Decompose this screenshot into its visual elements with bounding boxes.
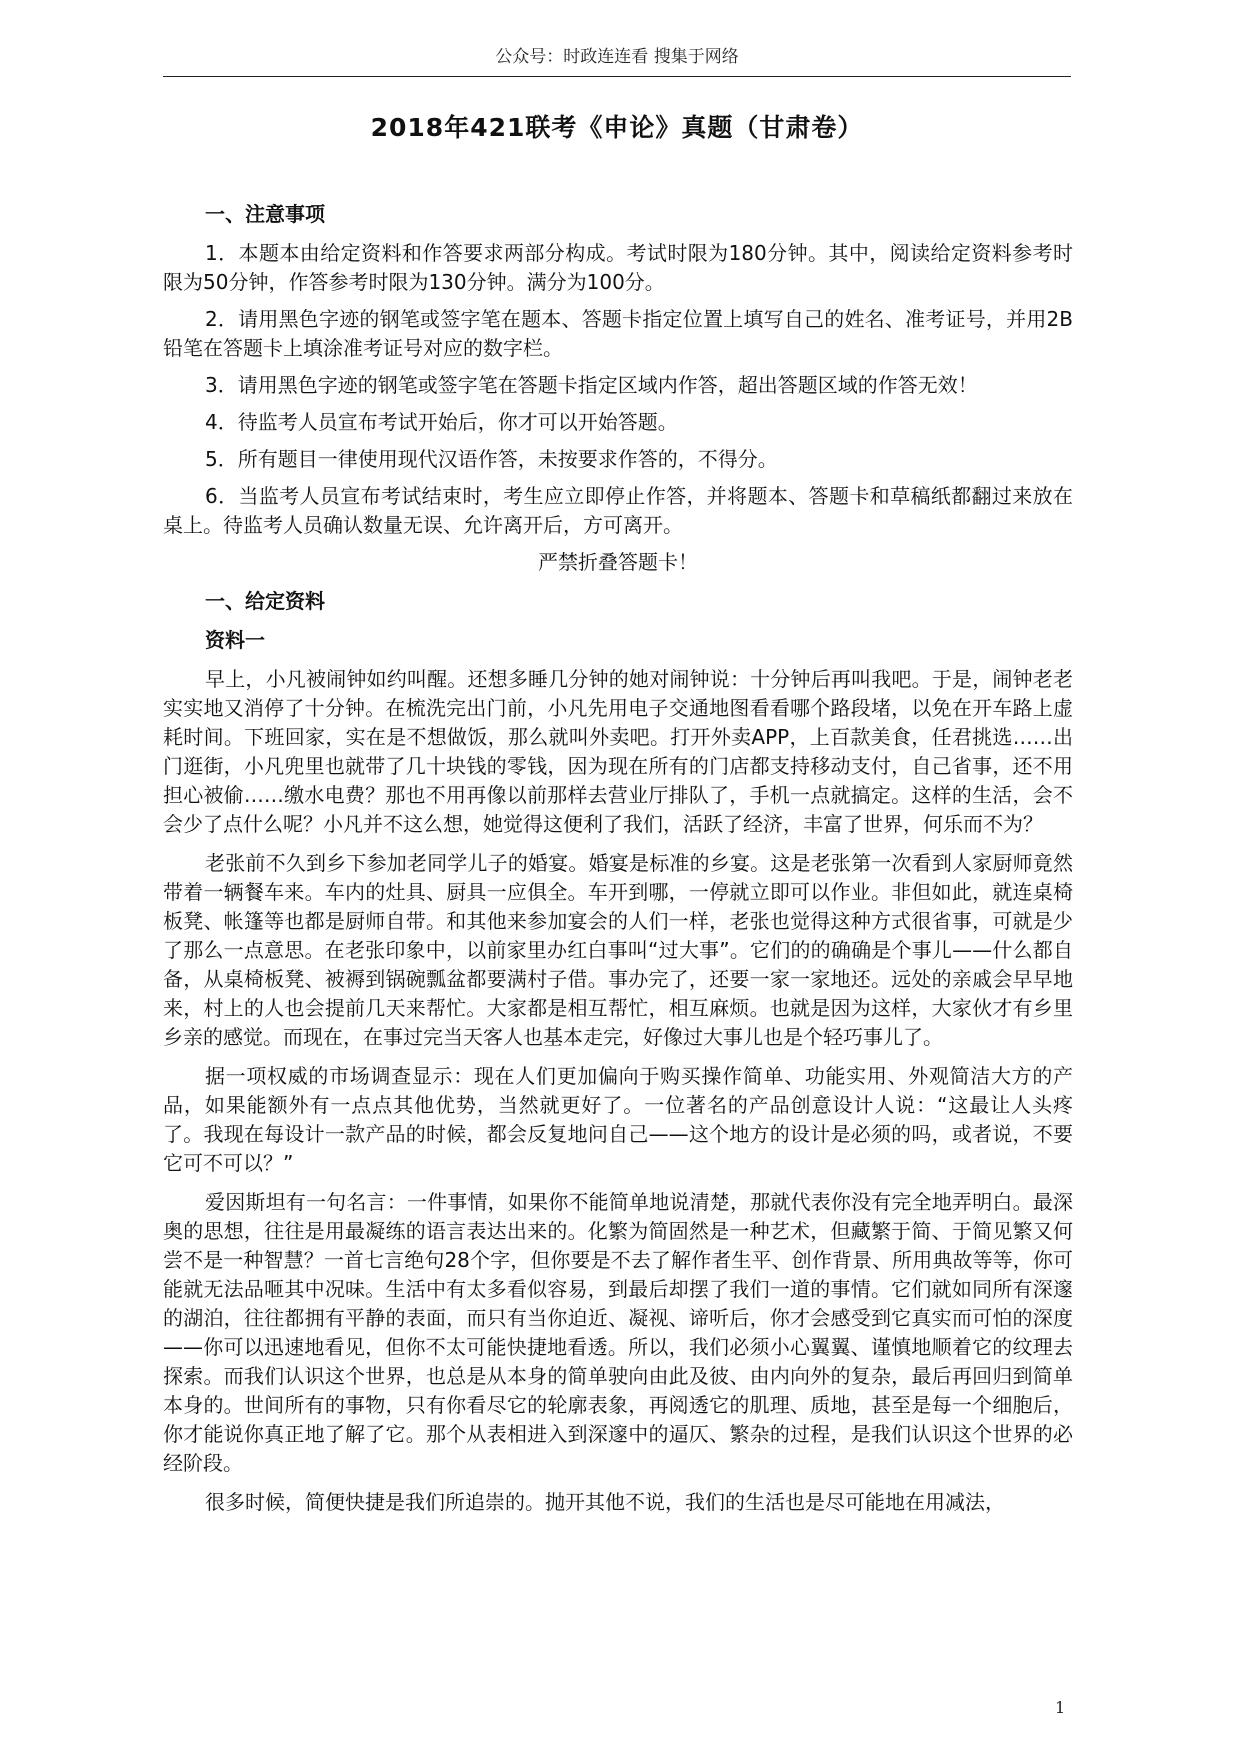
material-paragraph: 老张前不久到乡下参加老同学儿子的婚宴。婚宴是标准的乡宴。这是老张第一次看到人家厨师竟然带着一辆餐车来。车内的灶具、厨具一应俱全。车开到哪，一停就立即可以作业。非但如此，就连桌椅板凳、帐篷等也都是厨师自带。和其他来参加宴会的人们一样，老张也觉得这种方式很省事，可就是少了那么一点意思。在老张印象中，以前家里办红白事叫“过大事”。它们的的确确是个事儿——什么都自备，从桌椅板凳、被褥到锅碗瓢盆都要满村子借。事办完了，还要一家一家地还。远处的亲戚会早早地来，村上的人也会提前几天来帮忙。大家都是相互帮忙，相互麻烦。也就是因为这样，大家伙才有乡里乡亲的感觉。而现在，在事过完当天客人也基本走完，好像过大事儿也是个轻巧事儿了。 <box>163 851 1073 1049</box>
document-body <box>163 200 1073 1527</box>
note-item: 6．当监考人员宣布考试结束时，考生应立即停止作答，并将题本、答题卡和草稿纸都翻过来放在桌上。待监考人员确认数量无误、允许离开后，方可离开。 <box>163 484 1073 537</box>
document-title: 2018年421联考《申论》真题（甘肃卷） <box>370 113 864 142</box>
materials-heading: 一、给定资料 <box>205 589 325 613</box>
notes-heading: 一、注意事项 <box>205 202 325 226</box>
page-number: 1 <box>1055 1698 1066 1717</box>
note-item: 2．请用黑色字迹的钢笔或签字笔在题本、答题卡指定位置上填写自己的姓名、准考证号，并用2B铅笔在答题卡上填涂准考证号对应的数字栏。 <box>163 307 1073 360</box>
page-header: 公众号：时政连连看 搜集于网络 <box>163 44 1071 77</box>
note-item: 3．请用黑色字迹的钢笔或签字笔在答题卡指定区域内作答，超出答题区域的作答无效！ <box>205 373 978 397</box>
material1-heading: 资料一 <box>205 628 265 652</box>
material-paragraph: 很多时候，简便快捷是我们所追崇的。抛开其他不说，我们的生活也是尽可能地在用减法， <box>205 1490 1005 1514</box>
note-item: 4．待监考人员宣布考试开始后，你才可以开始答题。 <box>205 410 678 434</box>
note-item: 5．所有题目一律使用现代汉语作答，未按要求作答的，不得分。 <box>205 447 778 471</box>
warning-text: 严禁折叠答题卡！ <box>538 550 698 574</box>
material-paragraph: 爱因斯坦有一句名言：一件事情，如果你不能简单地说清楚，那就代表你没有完全地弄明白。最深奥的思想，往往是用最凝练的语言表达出来的。化繁为简固然是一种艺术，但藏繁于简、于简见繁又何尝不是一种智慧？一首七言绝句28个字，但你要是不去了解作者生平、创作背景、所用典故等等，你可能就无法品咂其中况味。生活中有太多看似容易，到最后却摆了我们一道的事情。它们就如同所有深邃的湖泊，往往都拥有平静的表面，而只有当你迫近、凝视、谛听后，你才会感受到它真实而可怕的深度——你可以迅速地看见，但你不太可能快捷地看透。所以，我们必须小心翼翼、谨慎地顺着它的纹理去探索。而我们认识这个世界，也总是从本身的简单驶向由此及彼、由内向外的复杂，最后再回归到简单本身的。世间所有的事物，只有你看尽它的轮廓表象，再阅透它的肌理、质地，甚至是每一个细胞后，你才能说你真正地了解了它。那个从表相进入到深邃中的逼仄、繁杂的过程，是我们认识这个世界的必经阶段。 <box>163 1190 1073 1475</box>
material-paragraph: 早上，小凡被闹钟如约叫醒。还想多睡几分钟的她对闹钟说：十分钟后再叫我吧。于是，闹钟老老实实地又消停了十分钟。在梳洗完出门前，小凡先用电子交通地图看看哪个路段堵，以免在开车路上虚耗时间。下班回家，实在是不想做饭，那么就叫外卖吧。打开外卖APP，上百款美食，任君挑选……出门逛街，小凡兜里也就带了几十块钱的零钱，因为现在所有的门店都支持移动支付，自己省事，还不用担心被偷……缴水电费？那也不用再像以前那样去营业厅排队了，手机一点就搞定。这样的生活，会不会少了点什么呢？小凡并不这么想，她觉得这便利了我们，活跃了经济，丰富了世界，何乐而不为？ <box>163 667 1073 836</box>
material-paragraph: 据一项权威的市场调查显示：现在人们更加偏向于购买操作简单、功能实用、外观简洁大方的产品，如果能额外有一点点其他优势，当然就更好了。一位著名的产品创意设计人说：“这最让人头疼了。我现在每设计一款产品的时候，都会反复地问自己——这个地方的设计是必须的吗，或者说，不要它可不可以？” <box>163 1064 1073 1175</box>
note-item: 1．本题本由给定资料和作答要求两部分构成。考试时限为180分钟。其中，阅读给定资料参考时限为50分钟，作答参考时限为130分钟。满分为100分。 <box>163 241 1073 294</box>
